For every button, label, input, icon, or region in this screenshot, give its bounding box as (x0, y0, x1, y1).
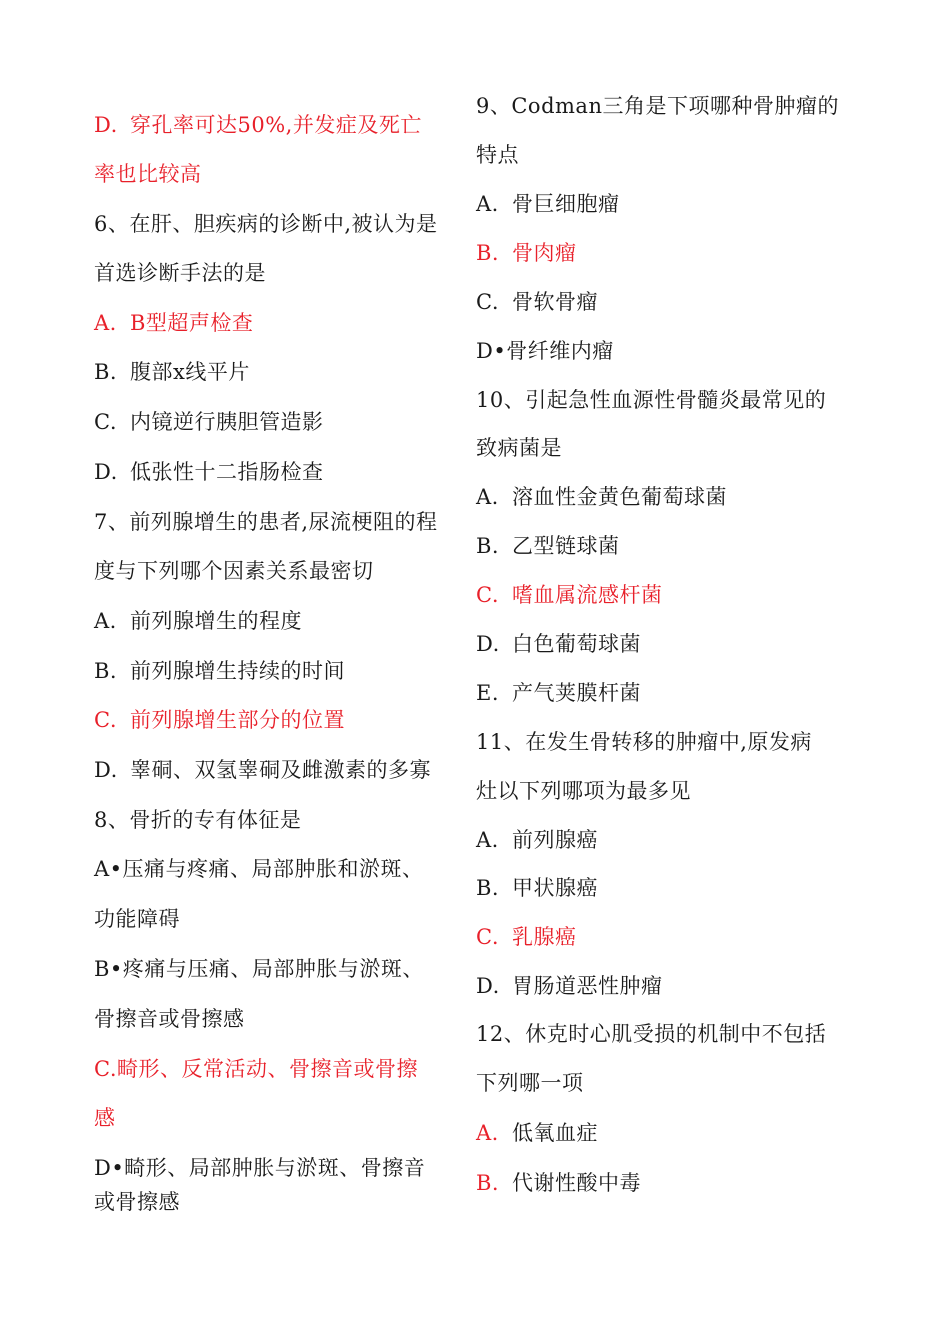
line-text: 嗜血属流感杆菌 (512, 583, 663, 607)
line-text: 代谢性酸中毒 (512, 1171, 641, 1195)
line-text: 产气荚膜杆菌 (512, 681, 641, 705)
text-line (476, 972, 663, 1000)
line-text: D•骨纤维内瘤 (476, 339, 614, 363)
line-text: 白色葡萄球菌 (512, 632, 641, 656)
line-text: 甲状腺癌 (512, 876, 598, 900)
text-line (476, 1069, 584, 1097)
line-text: 10、引起急性血源性骨髓炎最常见的 (476, 388, 827, 412)
option-label: B. (94, 659, 118, 683)
text-line (476, 190, 620, 218)
text-line (476, 728, 812, 756)
option-label: D. (94, 460, 118, 484)
line-text: 功能障碍 (94, 907, 180, 931)
line-text: 感 (94, 1106, 116, 1130)
line-text: D•畸形、局部肿胀与淤斑、骨擦音 (94, 1156, 426, 1180)
text-line (94, 111, 422, 139)
text-line (476, 288, 598, 316)
line-text: 9、Codman三角是下项哪种骨肿瘤的 (476, 94, 839, 118)
text-line (476, 923, 577, 951)
option-label: B. (476, 241, 500, 265)
option-label: D. (94, 113, 118, 137)
text-line (476, 92, 839, 120)
text-line (476, 581, 663, 609)
line-text: 下列哪一项 (476, 1071, 584, 1095)
text-line (94, 458, 324, 486)
option-label: D. (476, 632, 500, 656)
text-line (94, 1005, 245, 1033)
option-label: D. (476, 974, 500, 998)
line-text: 乙型链球菌 (512, 534, 620, 558)
line-text: 首选诊断手法的是 (94, 261, 266, 285)
line-text: 前列腺增生持续的时间 (130, 659, 345, 683)
line-text: B型超声检查 (130, 311, 254, 335)
line-text: 低氧血症 (512, 1121, 598, 1145)
line-text: 内镜逆行胰胆管造影 (130, 410, 324, 434)
line-text: 灶以下列哪项为最多见 (476, 779, 691, 803)
option-label: B. (94, 360, 118, 384)
text-line (94, 607, 302, 635)
option-label: A. (476, 828, 499, 852)
line-text: 7、前列腺增生的患者,尿流梗阻的程 (94, 510, 438, 534)
line-text: 骨擦音或骨擦感 (94, 1007, 245, 1031)
text-line (476, 874, 598, 902)
option-label: A. (94, 609, 117, 633)
text-line (476, 1020, 826, 1048)
option-label: D. (94, 758, 118, 782)
line-text: 溶血性金黄色葡萄球菌 (512, 485, 727, 509)
line-text: C.畸形、反常活动、骨擦音或骨擦 (94, 1057, 418, 1081)
text-line (476, 483, 727, 511)
text-line (94, 756, 431, 784)
text-line (94, 1104, 116, 1132)
text-line (94, 160, 202, 188)
option-label: C. (476, 583, 499, 607)
text-line (94, 259, 266, 287)
text-line (94, 955, 424, 983)
line-text: 前列腺癌 (512, 828, 598, 852)
line-text: 或骨擦感 (94, 1190, 180, 1214)
option-label: C. (476, 290, 499, 314)
line-text: B•疼痛与压痛、局部肿胀与淤斑、 (94, 957, 424, 981)
option-label: A. (476, 485, 499, 509)
line-text: 率也比较高 (94, 162, 202, 186)
text-line (94, 557, 374, 585)
line-text: 前列腺增生部分的位置 (130, 708, 345, 732)
line-text: A•压痛与疼痛、局部肿胀和淤斑、 (94, 857, 424, 881)
text-line (94, 1188, 180, 1216)
text-line (476, 826, 598, 854)
line-text: 致病菌是 (476, 436, 562, 460)
line-text: 骨肉瘤 (512, 241, 577, 265)
text-line (476, 1169, 641, 1197)
option-label: E. (476, 681, 500, 705)
line-text: 乳腺癌 (512, 925, 577, 949)
text-line (94, 905, 180, 933)
text-line (476, 777, 691, 805)
line-text: 6、在肝、胆疾病的诊断中,被认为是 (94, 212, 438, 236)
line-text: 骨巨细胞瘤 (512, 192, 620, 216)
text-line (94, 706, 345, 734)
text-line (94, 210, 438, 238)
text-line (476, 239, 577, 267)
line-text: 胃肠道恶性肿瘤 (512, 974, 663, 998)
text-line (476, 337, 614, 365)
line-text: 骨软骨瘤 (512, 290, 598, 314)
option-label: B. (476, 534, 500, 558)
text-line (476, 141, 519, 169)
line-text: 特点 (476, 143, 519, 167)
text-line (94, 855, 424, 883)
option-label: B. (476, 1171, 500, 1195)
line-text: 12、休克时心肌受损的机制中不包括 (476, 1022, 827, 1046)
line-text: 度与下列哪个因素关系最密切 (94, 559, 374, 583)
text-line (476, 630, 641, 658)
text-line (94, 508, 438, 536)
text-line (476, 434, 562, 462)
text-line (94, 1055, 418, 1083)
text-line (94, 1154, 425, 1182)
line-text: 腹部x线平片 (130, 360, 250, 384)
option-label: A. (476, 1121, 499, 1145)
line-text: 睾硐、双氢睾硐及雌激素的多寡 (130, 758, 431, 782)
text-line (94, 309, 253, 337)
option-label: A. (476, 192, 499, 216)
option-label: B. (476, 876, 500, 900)
option-label: A. (94, 311, 117, 335)
line-text: 前列腺增生的程度 (130, 609, 302, 633)
text-line (94, 657, 345, 685)
line-text: 11、在发生骨转移的肿瘤中,原发病 (476, 730, 812, 754)
option-label: C. (94, 410, 117, 434)
text-line (94, 358, 250, 386)
line-text: 低张性十二指肠检查 (130, 460, 324, 484)
option-label: C. (94, 708, 117, 732)
text-line (94, 408, 324, 436)
text-line (476, 1119, 598, 1147)
line-text: 穿孔率可达50%,并发症及死亡 (130, 113, 422, 137)
line-text: 8、骨折的专有体征是 (94, 808, 302, 832)
option-label: C. (476, 925, 499, 949)
text-line (476, 679, 641, 707)
text-line (94, 806, 301, 834)
text-line (476, 386, 826, 414)
text-line (476, 532, 620, 560)
